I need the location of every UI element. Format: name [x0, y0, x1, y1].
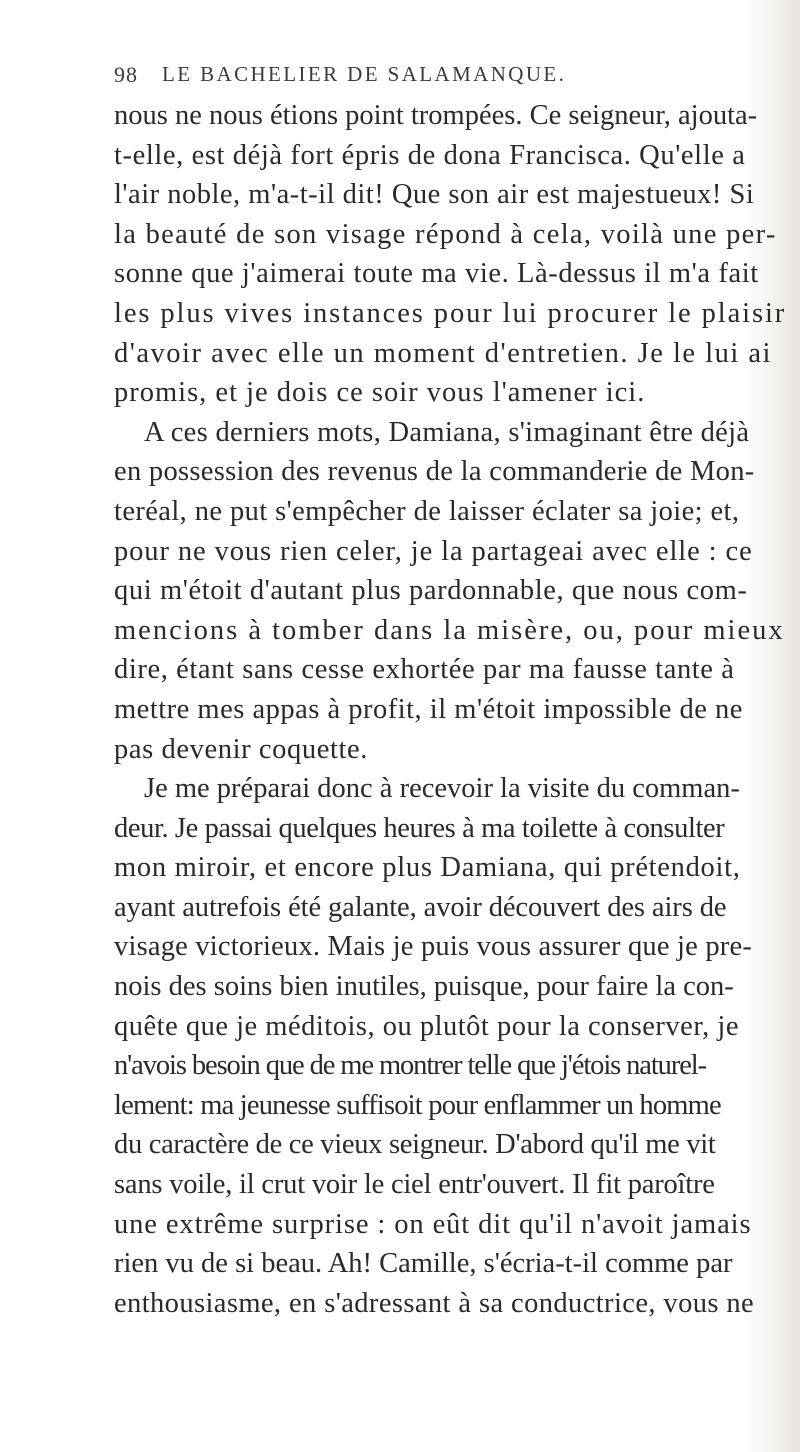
page-header — [114, 60, 674, 90]
text-line: sonne que j'aimerai toute ma vie. Là-dessus il m'a fait — [114, 258, 759, 290]
text-line: une extrême surprise : on eût dit qu'il n'avoit jamais — [114, 1208, 752, 1240]
text-line: d'avoir avec elle un moment d'entretien. Je le lui ai — [114, 337, 772, 369]
text-line: en possession des revenus de la commanderie de Mon- — [114, 456, 755, 488]
text-line: les plus vives instances pour lui procurer le plaisir — [114, 297, 787, 329]
text-line: visage victorieux. Mais je puis vous assurer que je pre- — [114, 931, 753, 963]
text-line: nous ne nous étions point trompées. Ce seigneur, ajouta- — [114, 100, 758, 131]
text-line: n'avois besoin que de me montrer telle que j'étois naturel- — [114, 1050, 706, 1082]
body-text — [114, 96, 794, 1323]
text-line: nois des soins bien inutiles, puisque, pour faire la con- — [114, 971, 734, 1003]
text-line: pour ne vous rien celer, je la partageai avec elle : ce — [114, 535, 753, 567]
text-line: pas devenir coquette. — [114, 733, 368, 765]
text-line: dire, étant sans cesse exhortée par ma fausse tante à — [114, 654, 735, 686]
text-line: mencions à tomber dans la misère, ou, pour mieux — [114, 614, 785, 646]
text-line: ayant autrefois été galante, avoir découvert des airs de — [114, 891, 727, 923]
text-line: Je me préparai donc à recevoir la visite du comman- — [144, 773, 740, 805]
text-line: deur. Je passai quelques heures à ma toilette à consulter — [114, 812, 725, 844]
text-line: teréal, ne put s'empêcher de laisser éclater sa joie; et, — [114, 495, 740, 527]
text-line: enthousiasme, en s'adressant à sa conductrice, vous ne — [114, 1287, 755, 1319]
text-line: A ces derniers mots, Damiana, s'imaginant être déjà — [144, 416, 750, 448]
text-line: qui m'étoit d'autant plus pardonnable, que nous com- — [114, 575, 748, 607]
text-line: mettre mes appas à profit, il m'étoit impossible de ne — [114, 693, 743, 725]
text-line: promis, et je dois ce soir vous l'amener ici. — [114, 377, 646, 409]
text-line: quête que je méditois, ou plutôt pour la conserver, je — [114, 1010, 739, 1042]
text-line: lement: ma jeunesse suffisoit pour enflammer un homme — [114, 1089, 721, 1121]
running-title: LE BACHELIER DE SALAMANQUE. — [162, 62, 567, 86]
text-line: la beauté de son visage répond à cela, voilà une per- — [114, 218, 777, 250]
text-line: sans voile, il crut voir le ciel entr'ouvert. Il fit paroître — [114, 1169, 715, 1201]
text-line: l'air noble, m'a-t-il dit! Que son air est majestueux! Si — [114, 179, 755, 211]
page-number: 98 — [114, 62, 138, 87]
text-line: rien vu de si beau. Ah! Camille, s'écria-t-il comme par — [114, 1248, 733, 1280]
text-line: t-elle, est déjà fort épris de dona Francisca. Qu'elle a — [114, 139, 746, 171]
text-line: du caractère de ce vieux seigneur. D'abord qu'il me vit — [114, 1129, 716, 1161]
text-line: mon miroir, et encore plus Damiana, qui prétendoit, — [114, 852, 741, 884]
